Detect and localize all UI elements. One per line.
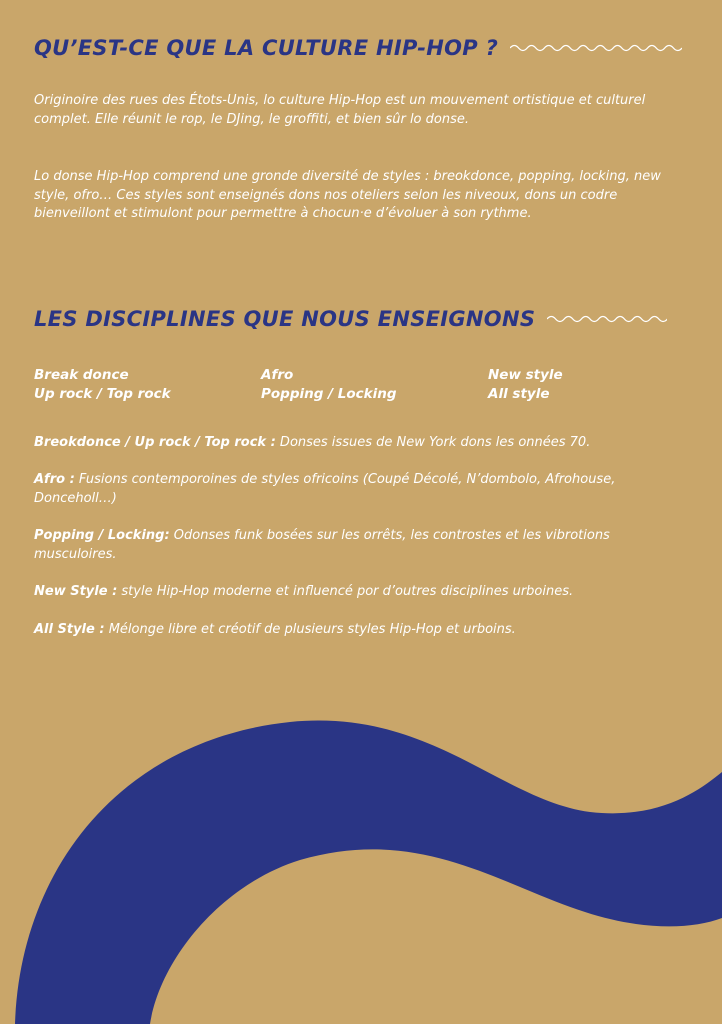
description-term: Popping / Locking:	[34, 528, 170, 543]
description-popping-locking	[34, 527, 684, 564]
description-term: All Style :	[34, 622, 105, 637]
description-afro	[34, 471, 684, 508]
description-text: style Hip-Hop moderne et influencé por d’outres disciplines urboines.	[117, 584, 574, 599]
section-heading-row	[34, 307, 667, 331]
discipline-new-style: New style	[488, 367, 563, 383]
wave-underline-icon	[547, 313, 667, 325]
description-new-style	[34, 583, 684, 602]
description-term: Afro :	[34, 472, 75, 487]
wave-underline-icon	[510, 42, 682, 54]
description-text: Mélonge libre et créotif de plusieurs styles Hip-Hop et urboins.	[104, 622, 516, 637]
description-all-style	[34, 621, 684, 640]
disciplines-grid	[34, 366, 694, 403]
styles-paragraph: Lo donse Hip-Hop comprend une gronde diversité de styles : breokdonce, popping, locking, new style, ofro… Ces styles sont enseignés dons nos oteliers selon les niveoux, dons un codre bienveillont et stimulont pour permettre à chocun·e d’évoluer à son rythme.	[34, 169, 661, 221]
description-term: Breokdonce / Up rock / Top rock :	[34, 435, 276, 450]
description-text: Fusions contemporoines de styles ofricoins (Coupé Décolé, N’dombolo, Afrohouse, Donceholl…)	[34, 472, 616, 506]
section-heading-row	[34, 36, 682, 60]
description-text: Odonses funk bosées sur les orrêts, les controstes et les vibrotions musculoires.	[34, 528, 610, 562]
discipline-up-rock-top-rock: Up rock / Top rock	[34, 386, 171, 402]
intro-paragraph: Originoire des rues des Étots-Unis, lo culture Hip-Hop est un mouvement ortistique et culturel complet. Elle réunit le rop, le DJing, le groffiti, et bien sûr lo donse.	[34, 93, 646, 127]
description-text: Donses issues de New York dons les onnées 70.	[275, 435, 591, 450]
description-term: New Style :	[34, 584, 118, 599]
discipline-afro: Afro	[261, 367, 294, 383]
discipline-break-dance: Break donce	[34, 367, 129, 383]
section-title-hiphop-culture: QU’EST-CE QUE LA CULTURE HIP-HOP ?	[34, 36, 499, 60]
section-title-disciplines: LES DISCIPLINES QUE NOUS ENSEIGNONS	[34, 307, 536, 331]
discipline-popping-locking: Popping / Locking	[261, 386, 397, 402]
description-breakdance	[34, 434, 684, 453]
discipline-all-style: All style	[488, 386, 550, 402]
